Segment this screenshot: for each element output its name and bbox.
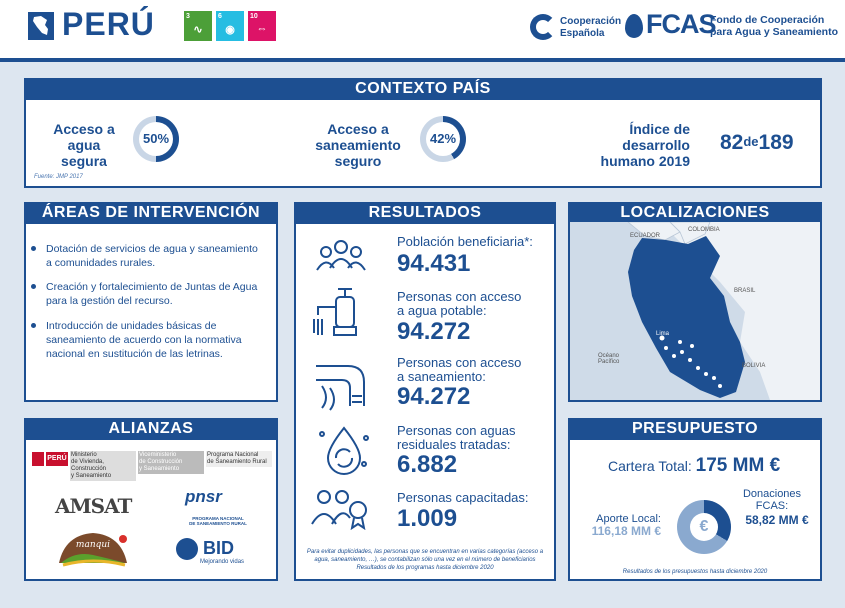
donaciones-label: Donaciones FCAS: xyxy=(742,488,802,512)
ministerio-peru-tag: PERÚ xyxy=(46,452,68,466)
people-icon xyxy=(314,238,368,274)
saneamiento-result-label: Personas con acceso a saneamiento: xyxy=(397,355,522,384)
residuales-value: 6.882 xyxy=(397,451,458,478)
presupuesto-note: Resultados de los presupuestos hasta diciembre 2020 xyxy=(622,569,768,575)
resultados-title: RESULTADOS xyxy=(294,202,556,224)
amsat-logo: AMSAT xyxy=(55,494,132,518)
aporte-label: Aporte Local: xyxy=(596,513,661,525)
residuales-label: Personas con aguas residuales tratadas: xyxy=(397,423,516,452)
area-item-3: Introducción de unidades básicas de saneamiento de acuerdo con la normativa nacional en sustitución de las letrinas. xyxy=(46,320,242,360)
euro-icon: € xyxy=(690,513,718,541)
resultados-note: Para evitar duplicidades, las personas que se encuentran en varias categorías (acceso a agua, saneamiento, …), se contabilizan sólo una vez en el número de beneficiarios Resultados de los programas hasta diciembre 2020 xyxy=(306,549,544,571)
saneamiento-result-value: 94.272 xyxy=(397,383,471,410)
sdg-badge-3: 3 ∿ xyxy=(184,11,212,41)
capacitadas-value: 1.009 xyxy=(397,505,458,532)
area-item-1: Dotación de servicios de agua y saneamiento a comunidades rurales. xyxy=(46,243,258,269)
agua-label: Acceso a agua segura xyxy=(53,121,115,169)
contexto-title: CONTEXTO PAÍS xyxy=(24,78,822,100)
agua-ring xyxy=(133,116,179,162)
ministerio-name: Ministerio de Vivienda, Construcción y Saneamiento xyxy=(70,451,136,481)
header: PERÚ 3 ∿ 6 ◉ 10 ⇔ Cooperación Española FCAS Fondo de Cooperación para Agua y Saneamiento xyxy=(0,0,845,58)
pipe-icon xyxy=(312,356,374,412)
bullet-dot xyxy=(31,246,36,251)
heartbeat-icon: ∿ xyxy=(193,24,203,36)
pnsr-subtitle: PROGRAMA NACIONAL DE SANEAMIENTO RURAL xyxy=(189,516,247,526)
presupuesto-donut xyxy=(677,500,731,554)
contexto-source: Fuente: JMP 2017 xyxy=(34,174,83,180)
sdg-badge-6: 6 ◉ xyxy=(216,11,244,41)
equality-icon: ⇔ xyxy=(256,23,268,35)
cartera-total: Cartera Total: 175 MM € xyxy=(608,455,781,476)
header-divider xyxy=(0,58,845,62)
manqui-text: manqui xyxy=(75,540,111,550)
fcas-drop-icon xyxy=(625,14,643,38)
donaciones-value: 58,82 MM € xyxy=(745,513,809,527)
viceministerio-name: Viceministerio de Construcción y Saneamiento xyxy=(138,451,204,474)
saneamiento-value: 42% xyxy=(426,122,460,156)
alianzas-title: ALIANZAS xyxy=(24,418,278,440)
trained-people-icon xyxy=(310,488,370,530)
bullet-dot xyxy=(31,323,36,328)
area-item-2: Creación y fortalecimiento de Juntas de Agua para la gestión del recurso. xyxy=(46,281,258,307)
presupuesto-title: PRESUPUESTO xyxy=(568,418,822,440)
fcas-name: Fondo de Cooperación para Agua y Saneamiento xyxy=(710,14,838,38)
saneamiento-label: Acceso a saneamiento seguro xyxy=(315,121,401,169)
bid-tagline: Mejorando vidas xyxy=(200,559,245,565)
map-label-bolivia: BOLIVIA xyxy=(742,363,766,369)
bullet-dot xyxy=(31,284,36,289)
bid-globe-icon xyxy=(176,538,198,560)
cooperacion-icon xyxy=(530,14,556,40)
bid-logo: BID xyxy=(203,538,234,558)
agua-potable-label: Personas con acceso a agua potable: xyxy=(397,289,522,318)
idh-value: 82de189 xyxy=(720,131,794,154)
agua-value: 50% xyxy=(139,122,173,156)
recycle-drop-icon xyxy=(316,424,372,476)
country-title: PERÚ xyxy=(62,6,155,42)
poblacion-label: Población beneficiaria*: xyxy=(397,234,533,249)
map-label-lima: Lima xyxy=(656,331,670,337)
tap-icon xyxy=(310,285,372,340)
capacitadas-label: Personas capacitadas: xyxy=(397,490,529,505)
map-label-oceano: Océano Pacífico xyxy=(598,353,620,365)
idh-label: Índice de desarrollo humano 2019 xyxy=(600,121,690,169)
saneamiento-ring xyxy=(420,116,466,162)
areas-title: ÁREAS DE INTERVENCIÓN xyxy=(24,202,278,224)
sdg-badge-10: 10 ⇔ xyxy=(248,11,276,41)
peru-map xyxy=(570,222,820,400)
manqui-logo xyxy=(55,529,131,569)
programa-name: Programa Nacional de Saneamiento Rural xyxy=(206,451,272,467)
localizaciones-title: LOCALIZACIONES xyxy=(568,202,822,224)
map-label-brasil: BRASIL xyxy=(734,288,756,294)
peru-shield-icon xyxy=(32,452,44,466)
map-label-colombia: COLOMBIA xyxy=(688,227,720,233)
water-drop-icon: ◉ xyxy=(225,24,235,36)
agua-potable-value: 94.272 xyxy=(397,318,471,345)
peru-map-logo xyxy=(28,12,54,40)
pnsr-logo: pnsr xyxy=(185,487,222,506)
map-label-ecuador: ECUADOR xyxy=(630,233,661,239)
poblacion-value: 94.431 xyxy=(397,250,471,277)
aporte-value: 116,18 MM € xyxy=(591,524,661,538)
fcas-acronym: FCAS xyxy=(646,9,716,39)
